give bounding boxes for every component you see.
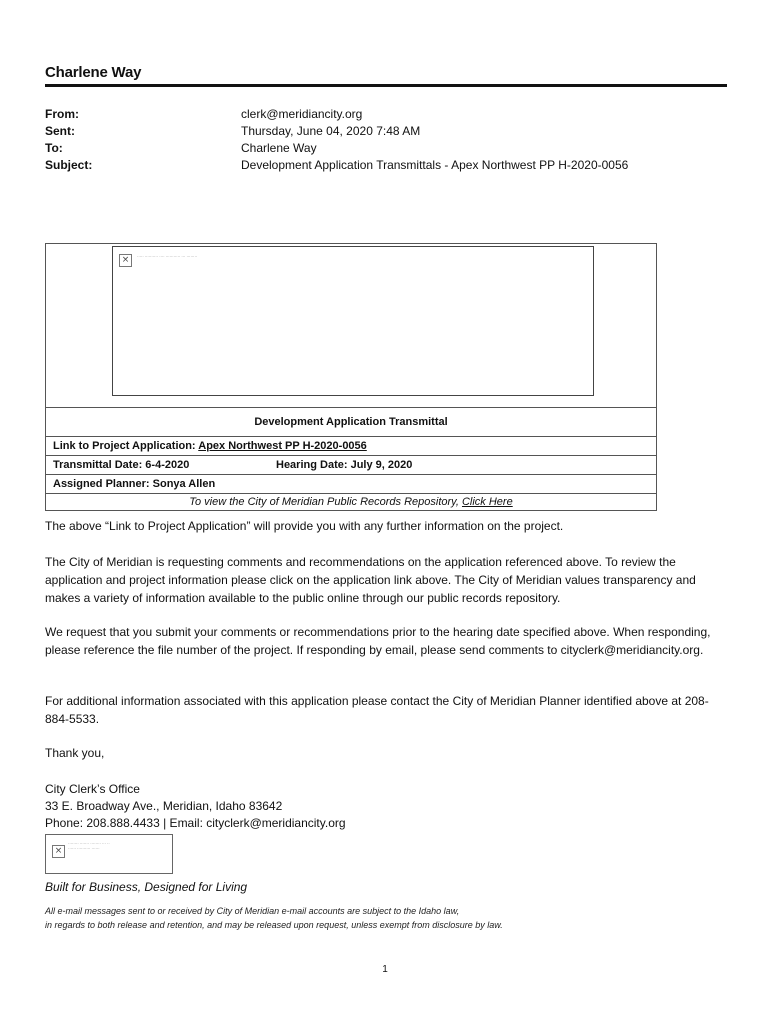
- project-link-row: [46, 437, 656, 456]
- dates-row: [46, 456, 656, 475]
- to-label: To:: [45, 141, 63, 155]
- paragraph-link-info: The above “Link to Project Application” will provide you with any further information on the project.: [45, 519, 564, 533]
- disclaimer-line-2: in regards to both release and retention, and may be released upon request, unless exempt from disclosure by law.: [45, 920, 503, 930]
- page-number: 1: [382, 964, 388, 975]
- records-text: To view the City of Meridian Public Records Repository,: [189, 496, 462, 508]
- broken-image-alt: ····· ·········· ···· ··········· ··· ········: [137, 254, 198, 259]
- signature-logo-placeholder: [45, 834, 173, 874]
- paragraph-request: The City of Meridian is requesting comments and recommendations on the application referenced above. To review the application and project information please click on the application link above. The City of Meridian values transparency and makes a variety of information available to the public online through our public records repository.: [45, 555, 696, 605]
- broken-image-icon: ×: [119, 254, 132, 267]
- transmittal-table: [45, 243, 657, 511]
- project-link-label: Link to Project Application:: [53, 440, 199, 452]
- banner-image-placeholder: [112, 246, 594, 396]
- sent-label: Sent:: [45, 124, 75, 138]
- title-divider: [45, 84, 727, 87]
- from-value: clerk@meridiancity.org: [241, 107, 363, 121]
- project-application-link[interactable]: Apex Northwest PP H-2020-0056: [198, 440, 367, 452]
- banner-image-cell: [46, 244, 656, 408]
- transmittal-date: Transmittal Date: 6-4-2020: [53, 459, 190, 471]
- records-link[interactable]: Click Here: [461, 496, 513, 508]
- subject-label: Subject:: [45, 158, 93, 172]
- signature-address: 33 E. Broadway Ave., Meridian, Idaho 83642: [45, 799, 283, 813]
- sent-value: Thursday, June 04, 2020 7:48 AM: [241, 124, 421, 138]
- subject-value: Development Application Transmittals - Apex Northwest PP H-2020-0056: [241, 158, 629, 172]
- broken-image-alt: ········ ······· ········ ··· ·· ······ ·········· ······: [68, 841, 110, 851]
- hearing-date: Hearing Date: July 9, 2020: [276, 459, 413, 471]
- tagline: Built for Business, Designed for Living: [45, 880, 248, 894]
- assigned-planner: Assigned Planner: Sonya Allen: [46, 475, 656, 494]
- to-value: Charlene Way: [241, 141, 317, 155]
- signature-office: City Clerk’s Office: [45, 782, 140, 796]
- disclaimer-line-1: All e-mail messages sent to or received by City of Meridian e-mail accounts are subject to the Idaho law,: [45, 906, 460, 916]
- transmittal-heading: Development Application Transmittal: [46, 408, 656, 437]
- signature-contact: Phone: 208.888.4433 | Email: cityclerk@meridiancity.org: [45, 816, 346, 830]
- from-label: From:: [45, 107, 79, 121]
- paragraph-contact: For additional information associated with this application please contact the City of Meridian Planner identified above at 208-884-5533.: [45, 694, 709, 726]
- thank-you: Thank you,: [45, 746, 105, 760]
- paragraph-comments: We request that you submit your comments or recommendations prior to the hearing date specified above. When responding, please reference the file number of the project. If responding by email, please send comments to cityclerk@meridiancity.org.: [45, 625, 711, 657]
- broken-image-icon: ×: [52, 845, 65, 858]
- document-title: Charlene Way: [45, 64, 142, 81]
- records-row: [46, 494, 656, 510]
- email-disclaimer: [45, 904, 503, 932]
